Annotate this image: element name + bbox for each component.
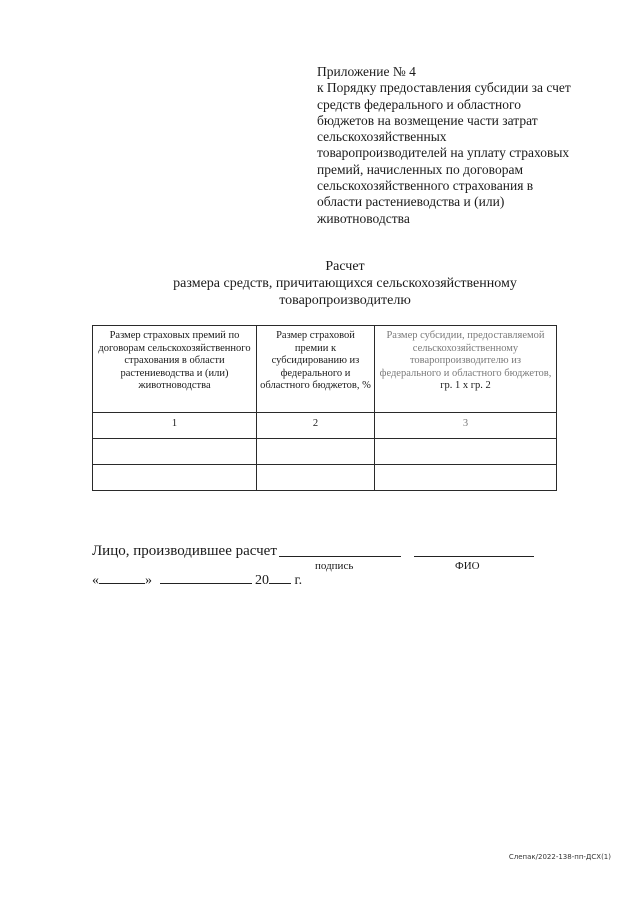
table-cell bbox=[257, 465, 375, 491]
appendix-line: сельскохозяйственных bbox=[317, 129, 447, 145]
header-cell-1: Размер страховых премий по договорам сельскохозяйственного страхования в области растениеводства и (или) животноводства bbox=[93, 326, 257, 413]
table-header-row bbox=[93, 326, 557, 413]
number-cell-1: 1 bbox=[93, 413, 257, 439]
number-cell-2: 2 bbox=[257, 413, 375, 439]
appendix-line: бюджетов на возмещение части затрат bbox=[317, 112, 538, 128]
signature-caption: подпись bbox=[315, 560, 354, 572]
appendix-line: Приложение № 4 bbox=[317, 64, 416, 79]
header-cell-3-text: Размер субсидии, предоставляемой сельскохозяйственному товаропроизводителю из федерального и областного бюджетов, bbox=[379, 330, 552, 379]
number-cell-3: 3 bbox=[375, 413, 557, 439]
header-cell-2: Размер страховой премии к субсидированию из федерального и областного бюджетов, % bbox=[257, 326, 375, 413]
year-blank bbox=[269, 572, 291, 584]
title-line-2: размера средств, причитающихся сельскохозяйственному bbox=[173, 276, 517, 291]
date-open-quote: « bbox=[92, 573, 99, 588]
date-close-quote: » bbox=[145, 573, 152, 588]
header-cell-3-formula: гр. 1 х гр. 2 bbox=[440, 380, 491, 392]
table-cell bbox=[257, 439, 375, 465]
footer-code: Слепак/2022-138-пп-ДСХ(1) bbox=[508, 853, 611, 861]
title-line-3: товаропроизводителю bbox=[279, 293, 411, 308]
appendix-line: сельскохозяйственного страхования в bbox=[317, 178, 534, 194]
day-blank bbox=[99, 572, 145, 584]
table-row bbox=[93, 465, 557, 491]
table-row bbox=[93, 439, 557, 465]
signature-label: Лицо, производившее расчет bbox=[92, 543, 277, 559]
year-prefix: 20 bbox=[255, 573, 269, 588]
table-number-row bbox=[93, 413, 557, 439]
table-cell bbox=[375, 439, 557, 465]
calculation-table bbox=[92, 325, 557, 491]
month-blank bbox=[160, 572, 252, 584]
document-title bbox=[0, 258, 639, 309]
date-row bbox=[92, 572, 302, 589]
header-cell-3 bbox=[375, 326, 557, 413]
appendix-block bbox=[317, 64, 607, 227]
name-line bbox=[414, 556, 534, 557]
signature-line bbox=[279, 556, 401, 557]
appendix-line: области растениеводства и (или) bbox=[317, 194, 505, 210]
table-cell bbox=[93, 439, 257, 465]
appendix-line: животноводства bbox=[317, 210, 410, 226]
table-cell bbox=[93, 465, 257, 491]
appendix-line: премий, начисленных по договорам bbox=[317, 161, 524, 177]
appendix-line: товаропроизводителей на уплату страховых bbox=[317, 145, 570, 161]
year-suffix: г. bbox=[294, 573, 303, 588]
appendix-line: средств федерального и областного bbox=[317, 96, 521, 112]
title-line-1: Расчет bbox=[325, 259, 365, 274]
table-cell bbox=[375, 465, 557, 491]
name-caption: ФИО bbox=[455, 560, 480, 572]
appendix-line: к Порядку предоставления субсидии за счет bbox=[317, 80, 571, 96]
